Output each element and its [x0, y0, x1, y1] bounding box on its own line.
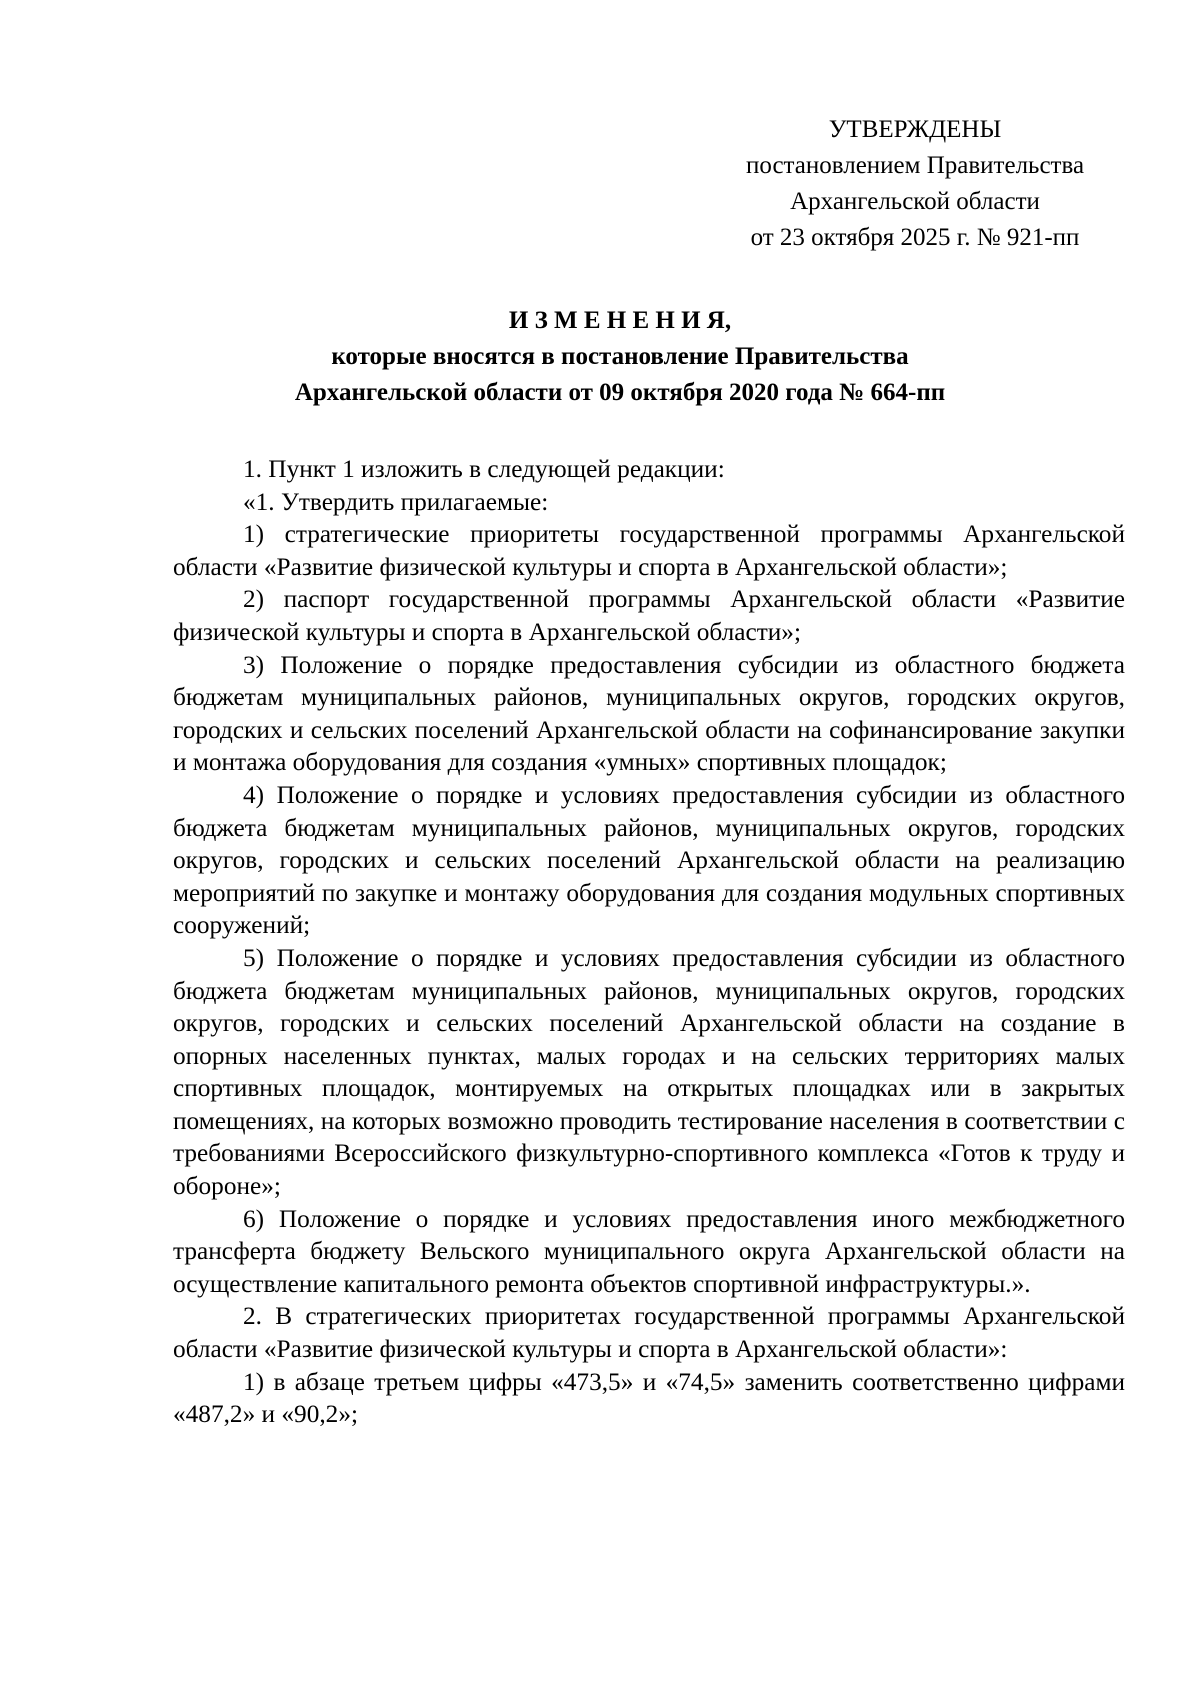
paragraph-item-1: 1. Пункт 1 изложить в следующей редакции: — [243, 455, 725, 483]
title-subtitle-line-1: которые вносятся в постановление Правительства — [331, 343, 909, 370]
paragraph-subitem-5: 5) Положение о порядке и условиях предоставления субсидии из областного бюджета бюджетам муниципальных районов, муниципальных округов, городских округов, городских и сельских поселений Архангельской области на создание в опорных населенных пунктах, малых городах и на сельских территориях малых спортивных площадок, монтируемых на открытых площадках или в закрытых помещениях, на которых возможно проводить тестирование населения в соответствии с требованиями Всероссийского физкультурно-спортивного комплекса «Готов к труду и обороне»; — [173, 943, 1125, 1201]
paragraph-subitem-2: 2) паспорт государственной программы Архангельской области «Развитие физической культуры и спорта в Архангельской области»; — [173, 585, 1125, 646]
approval-stamp — [700, 112, 1130, 256]
document-body — [173, 453, 1125, 1431]
paragraph-item-2-subitem-1: 1) в абзаце третьем цифры «473,5» и «74,5» заменить соответственно цифрами «487,2» и «90,2»; — [173, 1367, 1125, 1429]
paragraph-subitem-6: 6) Положение о порядке и условиях предоставления иного межбюджетного трансферта бюджету Вельского муниципального округа Архангельской области на осуществление капитального ремонта объектов спортивной инфраструктуры.». — [173, 1204, 1125, 1298]
paragraph-subitem-1: 1) стратегические приоритеты государственной программы Архангельской области «Развитие физической культуры и спорта в Архангельской области»; — [173, 520, 1125, 581]
title-subtitle-line-2: Архангельской области от 09 октября 2020 года № 664-пп — [294, 379, 946, 406]
title-heading: И З М Е Н Е Н И Я, — [508, 307, 732, 334]
paragraph-subitem-4: 4) Положение о порядке и условиях предоставления субсидии из областного бюджета бюджетам муниципальных районов, муниципальных округов, городских округов, городских и сельских поселений Архангельской области на реализацию мероприятий по закупке и монтажу оборудования для создания модульных спортивных сооружений; — [173, 780, 1125, 940]
approval-region-line: Архангельской области — [790, 188, 1040, 215]
approval-heading: УТВЕРЖДЕНЫ — [828, 116, 1002, 143]
document-title — [160, 303, 1080, 411]
paragraph-approve-intro: «1. Утвердить прилагаемые: — [243, 487, 549, 516]
approval-date-line: от 23 октября 2025 г. № 921-пп — [750, 224, 1080, 251]
approval-decree-line: постановлением Правительства — [745, 152, 1085, 179]
paragraph-item-2: 2. В стратегических приоритетах государственной программы Архангельской области «Развитие физической культуры и спорта в Архангельской области»: — [173, 1302, 1125, 1364]
paragraph-subitem-3: 3) Положение о порядке предоставления субсидии из областного бюджета бюджетам муниципальных районов, муниципальных округов, городских округов, городских и сельских поселений Архангельской области на софинансирование закупки и монтажа оборудования для создания «умных» спортивных площадок; — [173, 650, 1125, 777]
